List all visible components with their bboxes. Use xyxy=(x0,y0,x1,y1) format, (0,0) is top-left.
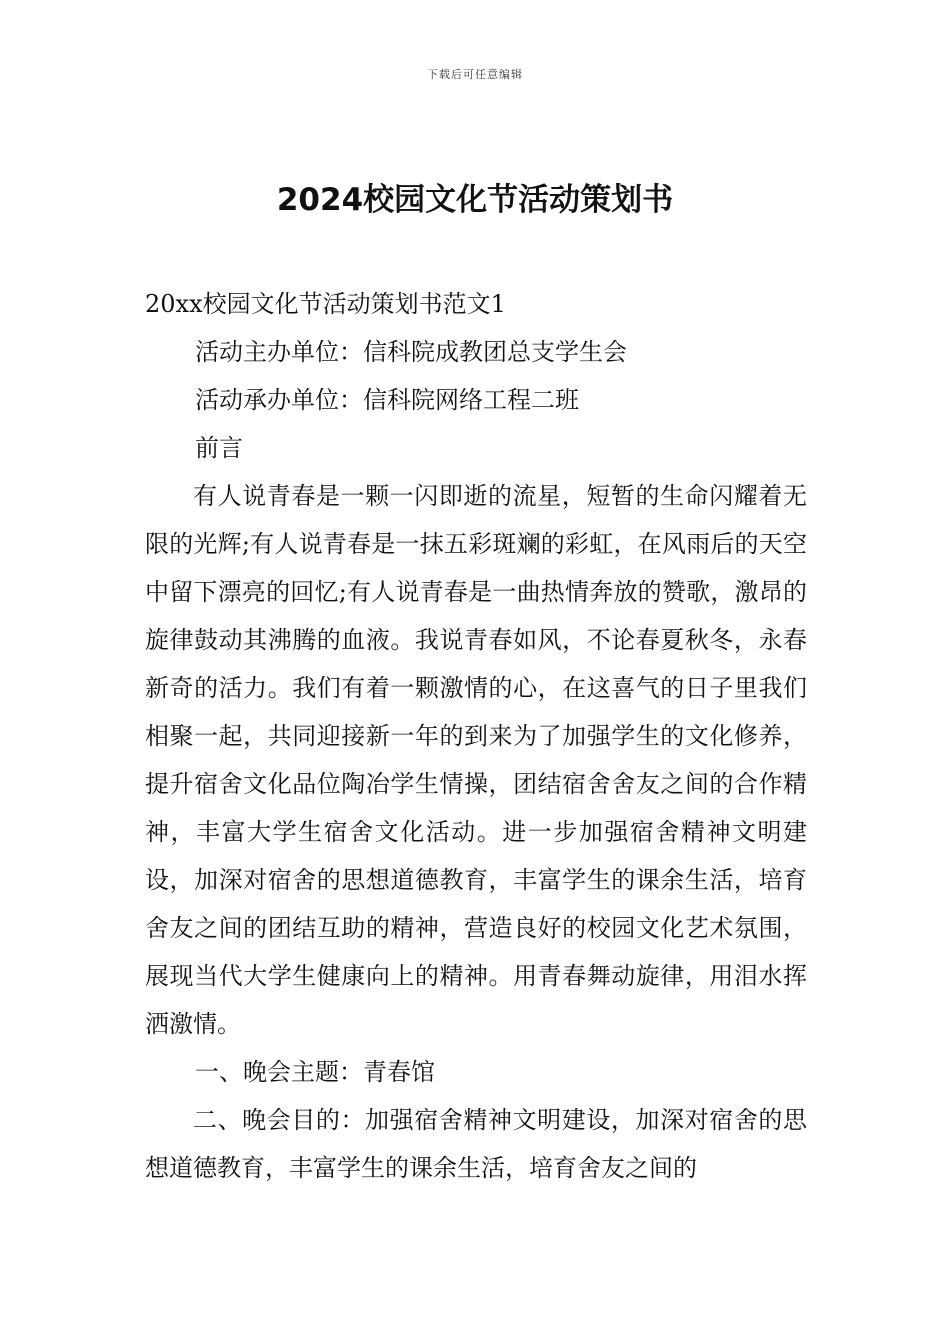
organizer-line: 活动主办单位：信科院成教团总支学生会 xyxy=(195,338,627,366)
preface-heading: 前言 xyxy=(195,434,243,462)
document-title: 2024校园文化节活动策划书 xyxy=(276,182,674,218)
purpose-paragraph: 二、晚会目的：加强宿舍精神文明建设，加深对宿舍的思想道德教育，丰富学生的课余生活，培育舍友之间的 xyxy=(145,1106,807,1182)
document-body xyxy=(145,280,807,1192)
host-line: 活动承办单位：信科院网络工程二班 xyxy=(195,386,579,414)
header-note: 下载后可任意编辑 xyxy=(427,68,523,81)
section-heading: 20xx校园文化节活动策划书范文1 xyxy=(145,290,506,318)
theme-line: 一、晚会主题：青春馆 xyxy=(195,1058,435,1086)
preface-paragraph: 有人说青春是一颗一闪即逝的流星，短暂的生命闪耀着无限的光辉;有人说青春是一抹五彩斑斓的彩虹，在风雨后的天空中留下漂亮的回忆;有人说青春是一曲热情奔放的赞歌，激昂的旋律鼓动其沸腾的血液。我说青春如风，不论春夏秋冬，永春新奇的活力。我们有着一颗激情的心，在这喜气的日子里我们相聚一起，共同迎接新一年的到来为了加强学生的文化修养，提升宿舍文化品位陶冶学生情操，团结宿舍舍友之间的合作精神，丰富大学生宿舍文化活动。进一步加强宿舍精神文明建设，加深对宿舍的思想道德教育，丰富学生的课余生活，培育舍友之间的团结互助的精神，营造良好的校园文化艺术氛围，展现当代大学生健康向上的精神。用青春舞动旋律，用泪水挥洒激情。 xyxy=(145,482,807,1038)
